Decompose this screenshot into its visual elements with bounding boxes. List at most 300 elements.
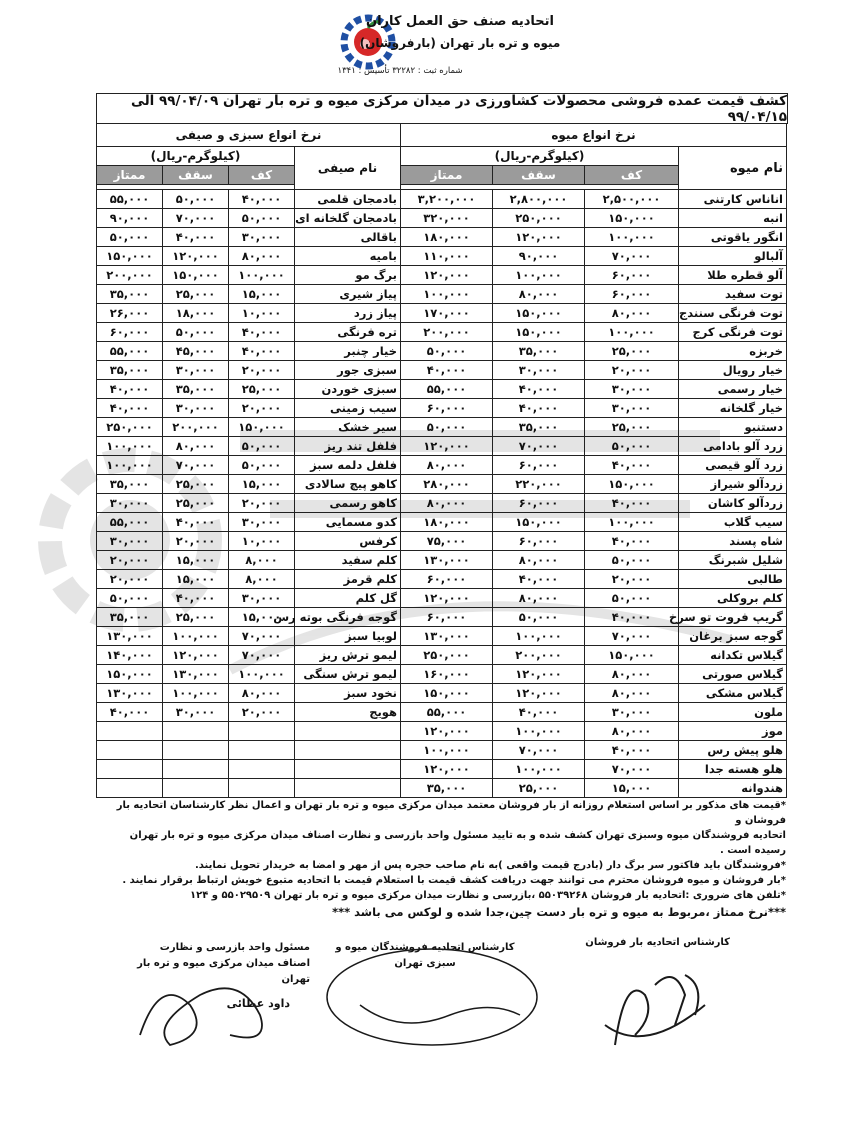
fruit-cell-premium: ۱۲۰,۰۰۰ [401, 722, 493, 741]
veg-cell-min: ۱۵,۰۰۰ [229, 608, 295, 627]
fruit-cell-max: ۳۵,۰۰۰ [493, 418, 585, 437]
fruit-cell-min: ۴۰,۰۰۰ [585, 494, 679, 513]
fruit-cell-name: خربزه [679, 342, 787, 361]
veg-cell-premium: ۵۵,۰۰۰ [97, 190, 163, 209]
veg-cell-premium: ۳۵,۰۰۰ [97, 285, 163, 304]
fruit-cell-premium: ۷۵,۰۰۰ [401, 532, 493, 551]
fruit-cell-premium: ۵۵,۰۰۰ [401, 703, 493, 722]
veg-cell-max: ۳۰,۰۰۰ [163, 361, 229, 380]
veg-cell-max: ۴۰,۰۰۰ [163, 228, 229, 247]
fruit-cell-premium: ۲۸۰,۰۰۰ [401, 475, 493, 494]
fruit-cell-name: هلو هسته جدا [679, 760, 787, 779]
fruit-cell-premium: ۸۰,۰۰۰ [401, 456, 493, 475]
veg-cell-premium [97, 779, 163, 798]
fruit-cell-premium: ۳۲۰,۰۰۰ [401, 209, 493, 228]
veg-cell-premium [97, 722, 163, 741]
table-row [97, 456, 401, 475]
table-row [97, 304, 401, 323]
table-row [401, 266, 787, 285]
fruit-cell-name: طالبی [679, 570, 787, 589]
veg-cell-min: ۱۵,۰۰۰ [229, 475, 295, 494]
veg-cell-name: تره فرنگی [295, 323, 401, 342]
signature-label-inspection-line2: اصناف میدان مرکزی میوه و تره بار تهران [137, 958, 310, 985]
fruit-cell-premium: ۱۰۰,۰۰۰ [401, 285, 493, 304]
table-row [401, 646, 787, 665]
fruit-cell-name: زرد آلو بادامی [679, 437, 787, 456]
fruit-cell-name: خیار رسمی [679, 380, 787, 399]
fruit-cell-min: ۱۰۰,۰۰۰ [585, 228, 679, 247]
table-row [97, 190, 401, 209]
veg-cell-premium: ۱۳۰,۰۰۰ [97, 627, 163, 646]
veg-cell-min: ۲۰,۰۰۰ [229, 399, 295, 418]
fruit-cell-name: شاه پسند [679, 532, 787, 551]
fruit-cell-min: ۱۵۰,۰۰۰ [585, 209, 679, 228]
veg-cell-max: ۳۰,۰۰۰ [163, 703, 229, 722]
veg-cell-min: ۸۰,۰۰۰ [229, 247, 295, 266]
veg-cell-premium: ۳۵,۰۰۰ [97, 608, 163, 627]
veg-cell-name: خیار چنبر [295, 342, 401, 361]
veg-col-max: سقف [163, 166, 229, 185]
veg-cell-min: ۱۵۰,۰۰۰ [229, 418, 295, 437]
veg-cell-min: ۴۰,۰۰۰ [229, 190, 295, 209]
veg-cell-min [229, 760, 295, 779]
fruit-cell-premium: ۵۵,۰۰۰ [401, 380, 493, 399]
fruit-cell-name: انبه [679, 209, 787, 228]
table-row [97, 342, 401, 361]
table-row [401, 361, 787, 380]
fruit-cell-max: ۴۰,۰۰۰ [493, 570, 585, 589]
fruit-unit-label: (کیلوگرم-ریال) [401, 147, 679, 166]
union-name-line1: اتحادیه صنف حق العمل کاران [365, 14, 555, 29]
veg-cell-premium: ۳۰,۰۰۰ [97, 532, 163, 551]
fruit-cell-premium: ۳,۲۰۰,۰۰۰ [401, 190, 493, 209]
notes-section [100, 798, 786, 920]
note-line: *فروشندگان باید فاکتور سر برگ دار (بادرج قیمت واقعی )به نام صاحب حجره پس از مهر و امضا به خریدار تحویل نمایند. [194, 860, 786, 871]
fruit-cell-min: ۵۰,۰۰۰ [585, 589, 679, 608]
veg-cell-premium: ۱۴۰,۰۰۰ [97, 646, 163, 665]
fruit-cell-max: ۲۵,۰۰۰ [493, 779, 585, 798]
table-row [97, 722, 401, 741]
veg-cell-max [163, 741, 229, 760]
fruit-cell-premium: ۴۰,۰۰۰ [401, 361, 493, 380]
table-row [97, 266, 401, 285]
veg-cell-premium: ۴۰,۰۰۰ [97, 399, 163, 418]
fruit-cell-premium: ۱۱۰,۰۰۰ [401, 247, 493, 266]
veg-cell-min: ۷۰,۰۰۰ [229, 646, 295, 665]
fruit-cell-max: ۱۲۰,۰۰۰ [493, 228, 585, 247]
fruit-section-title: نرخ انواع میوه [401, 124, 787, 147]
veg-cell-min: ۳۰,۰۰۰ [229, 228, 295, 247]
signature-label-barforooshan: کارشناس اتحادیه بار فروشان [585, 937, 730, 948]
fruit-cell-max: ۱۰۰,۰۰۰ [493, 266, 585, 285]
veg-cell-premium: ۲۵۰,۰۰۰ [97, 418, 163, 437]
fruit-cell-min: ۶۰,۰۰۰ [585, 266, 679, 285]
table-row [401, 209, 787, 228]
table-row [97, 608, 401, 627]
table-row [401, 722, 787, 741]
veg-cell-max: ۲۵,۰۰۰ [163, 475, 229, 494]
fruit-cell-max: ۳۵,۰۰۰ [493, 342, 585, 361]
table-row [97, 589, 401, 608]
table-row [97, 684, 401, 703]
veg-cell-name: کلم قرمز [295, 570, 401, 589]
veg-cell-premium: ۳۵,۰۰۰ [97, 361, 163, 380]
fruit-cell-min: ۳۰,۰۰۰ [585, 703, 679, 722]
fruit-cell-min: ۳۰,۰۰۰ [585, 399, 679, 418]
table-row [401, 513, 787, 532]
veg-cell-max: ۸۰,۰۰۰ [163, 437, 229, 456]
fruit-cell-min: ۱۰۰,۰۰۰ [585, 513, 679, 532]
premium-rate-note: ***نرخ ممتاز ،مربوط به میوه و تره بار دست چین،جدا شده و لوکس می باشد *** [332, 905, 786, 919]
veg-cell-name: سیب زمینی [295, 399, 401, 418]
veg-cell-min: ۱۰۰,۰۰۰ [229, 266, 295, 285]
table-row [97, 285, 401, 304]
veg-cell-name: باقالی [295, 228, 401, 247]
fruit-cell-min: ۳۰,۰۰۰ [585, 380, 679, 399]
fruit-cell-min: ۱۰۰,۰۰۰ [585, 323, 679, 342]
fruit-cell-name: خیار رویال [679, 361, 787, 380]
fruit-cell-max: ۴۰,۰۰۰ [493, 399, 585, 418]
table-row [401, 589, 787, 608]
veg-cell-name: کرفس [295, 532, 401, 551]
fruit-cell-name: زرد آلو قیصی [679, 456, 787, 475]
fruit-cell-premium: ۱۲۰,۰۰۰ [401, 760, 493, 779]
table-row [401, 779, 787, 798]
veg-cell-name: پیاز شیری [295, 285, 401, 304]
veg-cell-max: ۲۰۰,۰۰۰ [163, 418, 229, 437]
fruit-cell-min: ۲,۵۰۰,۰۰۰ [585, 190, 679, 209]
veg-cell-name: سبزی جور [295, 361, 401, 380]
table-row [401, 551, 787, 570]
fruit-cell-premium: ۶۰,۰۰۰ [401, 570, 493, 589]
fruit-cell-min: ۶۰,۰۰۰ [585, 285, 679, 304]
veg-cell-max: ۴۵,۰۰۰ [163, 342, 229, 361]
veg-cell-premium [97, 760, 163, 779]
veg-cell-min: ۱۵,۰۰۰ [229, 285, 295, 304]
veg-cell-max: ۱۲۰,۰۰۰ [163, 247, 229, 266]
table-row [401, 608, 787, 627]
table-row [97, 437, 401, 456]
fruit-cell-max: ۱۰۰,۰۰۰ [493, 722, 585, 741]
fruit-cell-name: توت سفید [679, 285, 787, 304]
veg-cell-name: پیاز زرد [295, 304, 401, 323]
table-row [401, 342, 787, 361]
veg-cell-name: کدو مسمایی [295, 513, 401, 532]
veg-cell-premium: ۹۰,۰۰۰ [97, 209, 163, 228]
table-row [97, 323, 401, 342]
table-row [401, 399, 787, 418]
table-row [97, 475, 401, 494]
veg-cell-min: ۲۰,۰۰۰ [229, 703, 295, 722]
table-row [401, 627, 787, 646]
fruit-cell-name: توت فرنگی کرج [679, 323, 787, 342]
note-line: اتحادیه فروشندگان میوه وسبزی تهران کشف شده و به تایید مسئول واحد بازرسی و نظارت اصناف میدان مرکزی میوه و تره بار تهران رسیده است . [129, 830, 786, 856]
table-row [97, 703, 401, 722]
fruit-cell-max: ۲,۸۰۰,۰۰۰ [493, 190, 585, 209]
veg-cell-min: ۵۰,۰۰۰ [229, 456, 295, 475]
veg-cell-premium: ۲۶,۰۰۰ [97, 304, 163, 323]
veg-cell-max: ۲۵,۰۰۰ [163, 285, 229, 304]
fruit-cell-min: ۷۰,۰۰۰ [585, 760, 679, 779]
union-name-line2: (بارفروشان) میوه و تره بار تهران [359, 36, 561, 50]
fruit-cell-min: ۵۰,۰۰۰ [585, 551, 679, 570]
veg-cell-max: ۲۰,۰۰۰ [163, 532, 229, 551]
fruit-cell-max: ۱۰۰,۰۰۰ [493, 760, 585, 779]
veg-cell-premium: ۱۵۰,۰۰۰ [97, 665, 163, 684]
fruit-cell-premium: ۱۳۰,۰۰۰ [401, 627, 493, 646]
table-row [97, 551, 401, 570]
veg-cell-premium: ۱۵۰,۰۰۰ [97, 247, 163, 266]
table-row [97, 247, 401, 266]
table-row [401, 741, 787, 760]
fruit-cell-name: گریپ فروت تو سرخ [679, 608, 787, 627]
veg-cell-name: لوبیا سبز [295, 627, 401, 646]
veg-cell-min: ۴۰,۰۰۰ [229, 323, 295, 342]
fruit-cell-name: خیار گلخانه [679, 399, 787, 418]
veg-cell-name [295, 722, 401, 741]
veg-cell-name: بامیه [295, 247, 401, 266]
veg-cell-max: ۳۵,۰۰۰ [163, 380, 229, 399]
fruit-cell-name: آلبالو [679, 247, 787, 266]
fruit-cell-name: سیب گلاب [679, 513, 787, 532]
fruit-cell-name: آلو قطره طلا [679, 266, 787, 285]
fruit-cell-min: ۸۰,۰۰۰ [585, 665, 679, 684]
veg-cell-min: ۴۰,۰۰۰ [229, 342, 295, 361]
signature-label-foroushandegan: کارشناس اتحادیه فروشندگان میوه و سبزی تهران [335, 942, 515, 969]
fruit-cell-min: ۷۰,۰۰۰ [585, 627, 679, 646]
fruit-cell-max: ۱۰۰,۰۰۰ [493, 627, 585, 646]
fruit-cell-name: گوجه سبز برغان [679, 627, 787, 646]
fruit-cell-premium: ۱۲۰,۰۰۰ [401, 266, 493, 285]
table-row [97, 646, 401, 665]
fruit-cell-max: ۲۲۰,۰۰۰ [493, 475, 585, 494]
veg-cell-min: ۳۰,۰۰۰ [229, 589, 295, 608]
veg-cell-max: ۵۰,۰۰۰ [163, 190, 229, 209]
fruit-cell-premium: ۱۳۰,۰۰۰ [401, 551, 493, 570]
veg-cell-max: ۱۵۰,۰۰۰ [163, 266, 229, 285]
fruit-cell-min: ۴۰,۰۰۰ [585, 456, 679, 475]
fruit-cell-max: ۷۰,۰۰۰ [493, 437, 585, 456]
table-row [97, 399, 401, 418]
table-row [401, 304, 787, 323]
veg-cell-name [295, 741, 401, 760]
fruit-cell-min: ۴۰,۰۰۰ [585, 608, 679, 627]
veg-cell-premium: ۵۰,۰۰۰ [97, 589, 163, 608]
veg-cell-name: هویج [295, 703, 401, 722]
table-row [97, 570, 401, 589]
fruit-cell-max: ۵۰,۰۰۰ [493, 608, 585, 627]
fruit-cell-max: ۴۰,۰۰۰ [493, 380, 585, 399]
fruit-cell-min: ۷۰,۰۰۰ [585, 247, 679, 266]
veg-cell-name: بادمجان گلخانه ای [295, 209, 401, 228]
table-row [401, 532, 787, 551]
veg-cell-premium: ۶۰,۰۰۰ [97, 323, 163, 342]
veg-cell-min: ۲۵,۰۰۰ [229, 380, 295, 399]
fruit-cell-max: ۱۲۰,۰۰۰ [493, 684, 585, 703]
veg-cell-max: ۷۰,۰۰۰ [163, 209, 229, 228]
veg-cell-name: فلفل دلمه سبز [295, 456, 401, 475]
veg-cell-min [229, 722, 295, 741]
veg-cell-premium: ۵۰,۰۰۰ [97, 228, 163, 247]
fruit-cell-premium: ۱۲۰,۰۰۰ [401, 437, 493, 456]
veg-cell-max: ۲۵,۰۰۰ [163, 494, 229, 513]
veg-col-min: کف [229, 166, 295, 185]
fruit-cell-premium: ۱۰۰,۰۰۰ [401, 741, 493, 760]
veg-cell-name: فلفل تند ریز [295, 437, 401, 456]
veg-cell-premium: ۵۵,۰۰۰ [97, 513, 163, 532]
fruit-cell-name: زردآلو شیراز [679, 475, 787, 494]
fruit-cell-max: ۹۰,۰۰۰ [493, 247, 585, 266]
veg-cell-min: ۳۰,۰۰۰ [229, 513, 295, 532]
table-row [401, 665, 787, 684]
veg-cell-max: ۱۵,۰۰۰ [163, 551, 229, 570]
fruit-cell-premium: ۱۸۰,۰۰۰ [401, 513, 493, 532]
veg-cell-min: ۲۰,۰۰۰ [229, 494, 295, 513]
table-row [401, 380, 787, 399]
veg-cell-min: ۸,۰۰۰ [229, 570, 295, 589]
fruit-cell-max: ۸۰,۰۰۰ [493, 285, 585, 304]
table-row [401, 760, 787, 779]
fruit-cell-premium: ۶۰,۰۰۰ [401, 399, 493, 418]
veg-cell-min: ۱۰۰,۰۰۰ [229, 665, 295, 684]
table-row [97, 779, 401, 798]
fruit-cell-premium: ۱۷۰,۰۰۰ [401, 304, 493, 323]
veg-cell-max: ۱۰۰,۰۰۰ [163, 684, 229, 703]
fruit-name-header: نام میوه [679, 147, 787, 190]
veg-cell-name: لیمو ترش ریز [295, 646, 401, 665]
fruit-cell-max: ۶۰,۰۰۰ [493, 494, 585, 513]
table-row [97, 494, 401, 513]
fruit-cell-max: ۸۰,۰۰۰ [493, 589, 585, 608]
veg-section-title: نرخ انواع سبزی و صیفی [97, 124, 401, 147]
table-row [97, 228, 401, 247]
veg-cell-premium [97, 741, 163, 760]
veg-name-header: نام صیفی [295, 147, 401, 190]
table-row [97, 418, 401, 437]
fruit-cell-name: هندوانه [679, 779, 787, 798]
veg-cell-name: گل کلم [295, 589, 401, 608]
veg-cell-max: ۱۰۰,۰۰۰ [163, 627, 229, 646]
fruit-cell-max: ۱۵۰,۰۰۰ [493, 323, 585, 342]
signature-scribble-2-icon [320, 945, 550, 1055]
fruit-cell-premium: ۱۶۰,۰۰۰ [401, 665, 493, 684]
veg-cell-max: ۱۵,۰۰۰ [163, 570, 229, 589]
veg-cell-min: ۱۰,۰۰۰ [229, 532, 295, 551]
veg-cell-min: ۷۰,۰۰۰ [229, 627, 295, 646]
fruit-cell-min: ۸۰,۰۰۰ [585, 722, 679, 741]
fruit-cell-premium: ۱۸۰,۰۰۰ [401, 228, 493, 247]
veg-cell-premium: ۵۵,۰۰۰ [97, 342, 163, 361]
fruit-cell-min: ۸۰,۰۰۰ [585, 684, 679, 703]
veg-cell-max: ۴۰,۰۰۰ [163, 513, 229, 532]
veg-cell-premium: ۱۳۰,۰۰۰ [97, 684, 163, 703]
fruit-cell-name: توت فرنگی سنندج [679, 304, 787, 323]
table-row [401, 418, 787, 437]
fruit-col-min: کف [585, 166, 679, 185]
table-row [401, 456, 787, 475]
veg-cell-max: ۳۰,۰۰۰ [163, 399, 229, 418]
veg-cell-min: ۸۰,۰۰۰ [229, 684, 295, 703]
table-row [97, 380, 401, 399]
veg-cell-name: گوجه فرنگی بوته رس [295, 608, 401, 627]
fruit-cell-min: ۲۵,۰۰۰ [585, 342, 679, 361]
fruit-cell-name: شلیل شبرنگ [679, 551, 787, 570]
note-line: *تلفن های ضروری :اتحادیه بار فروشان ۵۵۰۳۹۲۶۸ ،بازرسی و نظارت میدان مرکزی میوه و تره بار تهران ۵۵۰۲۹۵۰۹ و ۱۲۴ [190, 890, 786, 901]
fruit-cell-name: دستنبو [679, 418, 787, 437]
veg-cell-min: ۱۰,۰۰۰ [229, 304, 295, 323]
veg-cell-name: سیر خشک [295, 418, 401, 437]
fruit-cell-name: موز [679, 722, 787, 741]
fruit-cell-min: ۴۰,۰۰۰ [585, 741, 679, 760]
fruit-cell-premium: ۲۵۰,۰۰۰ [401, 646, 493, 665]
veg-cell-min: ۵۰,۰۰۰ [229, 209, 295, 228]
veg-cell-max: ۲۵,۰۰۰ [163, 608, 229, 627]
note-line: *قیمت های مذکور بر اساس استعلام روزانه از بار فروشان معتمد میدان مرکزی میوه و تره بار تهران و اعمال نظر کارشناسان اتحادیه بار فروشان و [116, 800, 786, 826]
veg-cell-max [163, 722, 229, 741]
fruit-cell-premium: ۵۰,۰۰۰ [401, 418, 493, 437]
table-row [401, 494, 787, 513]
fruit-col-max: سقف [493, 166, 585, 185]
veg-cell-premium: ۳۰,۰۰۰ [97, 494, 163, 513]
signatory-name: داود عطائی [226, 997, 290, 1010]
veg-cell-premium: ۴۰,۰۰۰ [97, 703, 163, 722]
veg-cell-premium: ۱۰۰,۰۰۰ [97, 437, 163, 456]
veg-cell-name [295, 760, 401, 779]
table-row [401, 475, 787, 494]
fruit-cell-max: ۷۰,۰۰۰ [493, 741, 585, 760]
veg-cell-name: بادمجان قلمی [295, 190, 401, 209]
table-row [401, 285, 787, 304]
veg-cell-name: نخود سبز [295, 684, 401, 703]
table-row [401, 323, 787, 342]
veg-cell-name: کاهو رسمی [295, 494, 401, 513]
veg-cell-premium: ۲۰۰,۰۰۰ [97, 266, 163, 285]
table-row [97, 361, 401, 380]
table-row [401, 703, 787, 722]
signature-scribble-3-icon [130, 965, 280, 1055]
fruit-cell-name: کلم بروکلی [679, 589, 787, 608]
fruit-cell-max: ۳۰,۰۰۰ [493, 361, 585, 380]
veg-cell-max [163, 760, 229, 779]
veg-unit-label: (کیلوگرم-ریال) [97, 147, 295, 166]
vegetable-price-table [96, 123, 401, 798]
fruit-cell-premium: ۸۰,۰۰۰ [401, 494, 493, 513]
veg-cell-max: ۱۲۰,۰۰۰ [163, 646, 229, 665]
fruit-cell-name: هلو پیش رس [679, 741, 787, 760]
table-row [97, 665, 401, 684]
fruit-cell-min: ۴۰,۰۰۰ [585, 532, 679, 551]
fruit-cell-name: ملون [679, 703, 787, 722]
fruit-cell-max: ۲۵۰,۰۰۰ [493, 209, 585, 228]
veg-cell-name: لیمو ترش سنگی [295, 665, 401, 684]
fruit-cell-premium: ۵۰,۰۰۰ [401, 342, 493, 361]
fruit-col-premium: ممتاز [401, 166, 493, 185]
fruit-cell-premium: ۶۰,۰۰۰ [401, 608, 493, 627]
fruit-cell-min: ۸۰,۰۰۰ [585, 304, 679, 323]
fruit-cell-min: ۲۵,۰۰۰ [585, 418, 679, 437]
fruit-cell-name: گیلاس صورتی [679, 665, 787, 684]
table-row [401, 190, 787, 209]
fruit-cell-premium: ۳۵,۰۰۰ [401, 779, 493, 798]
fruit-cell-premium: ۱۵۰,۰۰۰ [401, 684, 493, 703]
table-row [401, 228, 787, 247]
fruit-cell-max: ۱۵۰,۰۰۰ [493, 513, 585, 532]
table-row [97, 760, 401, 779]
fruit-cell-max: ۲۰۰,۰۰۰ [493, 646, 585, 665]
fruit-cell-min: ۲۰,۰۰۰ [585, 570, 679, 589]
veg-cell-premium: ۱۰۰,۰۰۰ [97, 456, 163, 475]
fruit-cell-max: ۶۰,۰۰۰ [493, 532, 585, 551]
